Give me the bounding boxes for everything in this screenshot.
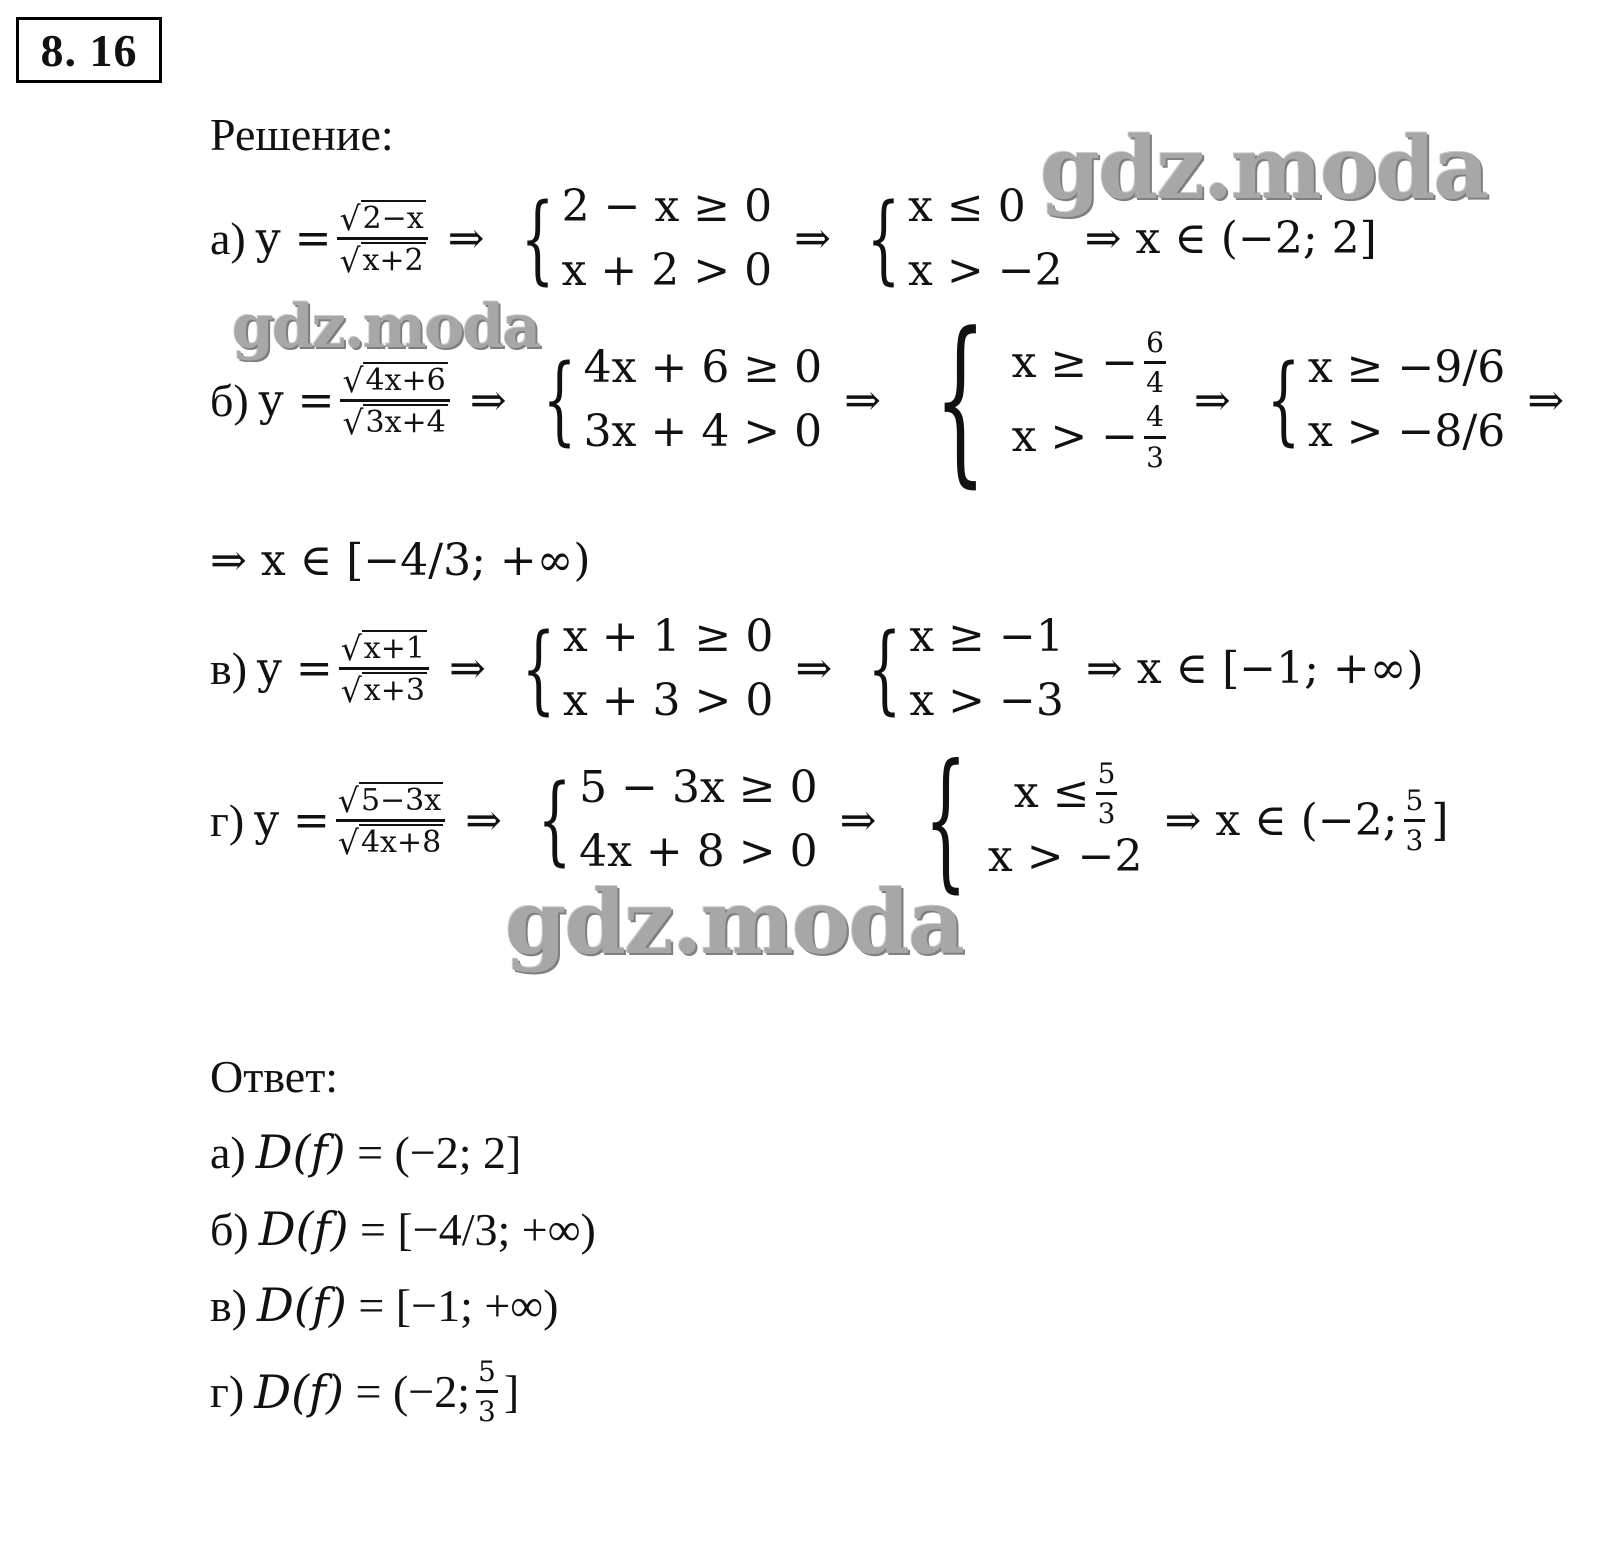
implies-arrow: ⇒ — [1527, 374, 1565, 426]
brace-icon: { — [520, 182, 554, 295]
watermark: gdz.moda — [232, 292, 540, 362]
system-3: { x ≥ −9/6 x > −8/6 — [1266, 342, 1506, 457]
part-label: г) — [210, 794, 245, 846]
implies-arrow: ⇒ — [1084, 213, 1122, 265]
system-1: { 2 − x ≥ 0 x + 2 > 0 — [520, 181, 773, 296]
part-a — [210, 175, 1377, 303]
implies-arrow: ⇒ — [465, 794, 503, 846]
brace-icon: { — [868, 612, 902, 725]
answer-a: а) D(f) = (−2; 2] — [210, 1125, 522, 1179]
brace-icon: { — [537, 764, 572, 876]
solution-heading: Решение: — [210, 109, 394, 160]
part-b-result — [210, 535, 591, 586]
result: x ∈ [−4/3; +∞) — [260, 535, 591, 586]
problem-number: 8. 16 — [16, 17, 162, 83]
lhs: y = — [255, 213, 332, 265]
system-2: { x ≥ − $\frac{6}{4}$ x > − $\frac{4}{3}$ — [934, 295, 1164, 504]
part-d — [210, 733, 1449, 907]
fraction: √ 5−3x √ 4x+8 — [336, 782, 445, 859]
implies-arrow: ⇒ — [1193, 374, 1231, 426]
system-1: { 5 − 3x ≥ 0 4x + 8 > 0 — [537, 762, 818, 877]
part-c — [210, 605, 1424, 733]
result: x ∈ (−2; 2] — [1135, 213, 1377, 265]
lhs: y = — [258, 374, 335, 426]
lhs: y = — [257, 643, 333, 695]
brace-icon: { — [542, 344, 576, 456]
implies-arrow: ⇒ — [210, 535, 247, 586]
implies-arrow: ⇒ — [469, 374, 507, 426]
part-label: б) — [210, 374, 249, 426]
result: x ∈ (−2; $\frac{5}{3}$ ] — [1215, 783, 1449, 857]
brace-icon: { — [1266, 344, 1301, 456]
fraction: √ 2−x √ x+2 — [337, 200, 427, 277]
brace-icon: { — [924, 733, 968, 907]
system-2: { x ≤ $\frac{5}{3}$ x > −2 — [924, 733, 1143, 907]
system-2: { x ≥ −1 x > −3 — [868, 611, 1064, 726]
result: x ∈ [−1; +∞) — [1136, 643, 1424, 695]
part-b — [210, 295, 1578, 504]
watermark: gdz.moda — [1040, 118, 1488, 219]
brace-icon: { — [866, 182, 901, 295]
implies-arrow: ⇒ — [447, 213, 485, 265]
implies-arrow: ⇒ — [1164, 794, 1202, 846]
fraction: √ 4x+6 √ 3x+4 — [340, 362, 449, 439]
answer-heading: Ответ: — [210, 1051, 339, 1102]
system-1: { 4x + 6 ≥ 0 3x + 4 > 0 — [542, 342, 823, 457]
answer-c: в) D(f) = [−1; +∞) — [210, 1278, 559, 1332]
lhs: y = — [254, 794, 330, 846]
brace-icon: { — [934, 295, 987, 504]
implies-arrow: ⇒ — [1085, 643, 1123, 695]
fraction: √ x+1 √ x+3 — [339, 630, 429, 707]
implies-arrow: ⇒ — [795, 643, 833, 695]
watermark: gdz.moda — [505, 870, 964, 974]
part-label: в) — [210, 643, 248, 695]
system-1: { x + 1 ≥ 0 x + 3 > 0 — [521, 611, 774, 726]
implies-arrow: ⇒ — [839, 794, 877, 846]
answer-b: б) D(f) = [−4/3; +∞) — [210, 1202, 596, 1256]
brace-icon: { — [521, 612, 556, 725]
implies-arrow: ⇒ — [448, 643, 486, 695]
implies-arrow: ⇒ — [794, 213, 831, 265]
implies-arrow: ⇒ — [844, 374, 882, 426]
answer-d: г) D(f) = (−2; $\frac{5}{3}$ ] — [210, 1355, 520, 1428]
system-2: { x ≤ 0 x > −2 — [866, 181, 1063, 296]
part-label: а) — [210, 213, 246, 265]
